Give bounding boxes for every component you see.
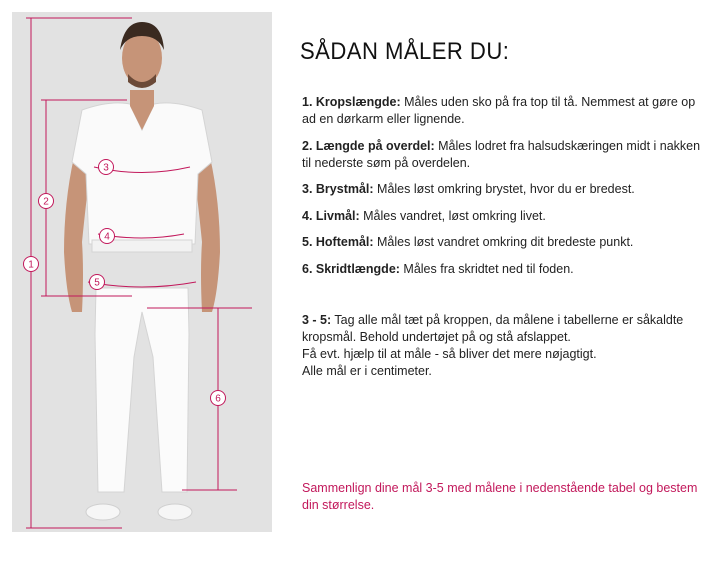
step-text: Måles uden sko på fra top til tå. Nemmest at gøre op ad en dørkarm eller lignende.: [302, 95, 696, 126]
note-text: Tag alle mål tæt på kroppen, da målene i tabellerne er såkaldte kropsmål. Behold undertøjet på og stå afslappet.: [302, 313, 684, 344]
step-chest: [302, 181, 707, 198]
compare-instruction: Sammenlign dine mål 3-5 med målene i nedenstående tabel og bestem din størrelse.: [302, 481, 698, 512]
marker-2: [39, 194, 54, 209]
step-text: Måles vandret, løst omkring livet.: [359, 208, 546, 223]
step-label: 3. Brystmål:: [302, 182, 374, 196]
marker-4-label: 4: [104, 231, 110, 243]
step-text: Måles løst vandret omkring dit bredeste punkt.: [373, 235, 634, 249]
marker-1: [24, 257, 39, 272]
measurement-illustration: [12, 12, 272, 532]
step-inseam: [302, 261, 707, 278]
marker-3: [99, 160, 114, 175]
measurement-steps-list: [302, 94, 707, 287]
step-label: 1. Kropslængde:: [302, 95, 401, 109]
step-hips: [302, 234, 707, 251]
marker-5-label: 5: [94, 277, 100, 289]
note-label: 3 - 5:: [302, 313, 332, 327]
marker-6: [211, 391, 226, 406]
marker-3-label: 3: [103, 162, 109, 174]
step-label: 5. Hoftemål:: [302, 235, 374, 249]
marker-6-label: 6: [215, 393, 221, 405]
model-figure: [64, 22, 220, 520]
page-title: SÅDAN MÅLER DU:: [300, 38, 510, 65]
step-upper-body-length: [302, 138, 707, 172]
step-label: 6. Skridtlængde:: [302, 261, 400, 276]
measurement-note: [302, 312, 707, 380]
step-label: 4. Livmål:: [302, 208, 360, 223]
marker-5: [90, 275, 105, 290]
step-waist: [302, 208, 707, 225]
step-body-length: [302, 94, 707, 128]
marker-1-label: 1: [28, 259, 34, 271]
marker-4: [100, 229, 115, 244]
model-photo-panel: [12, 12, 272, 532]
marker-2-label: 2: [43, 196, 49, 208]
note-units-text: Alle mål er i centimeter.: [302, 364, 432, 378]
step-text: Måles fra skridtet ned til foden.: [399, 261, 574, 276]
step-text: Måles løst omkring brystet, hvor du er bredest.: [373, 182, 635, 196]
note-help-text: Få evt. hjælp til at måle - så bliver det mere nøjagtigt.: [302, 347, 597, 361]
step-text: Måles lodret fra halsudskæringen midt i nakken til nederste søm på overdelen.: [302, 138, 701, 170]
step-label: 2. Længde på overdel:: [302, 138, 435, 153]
